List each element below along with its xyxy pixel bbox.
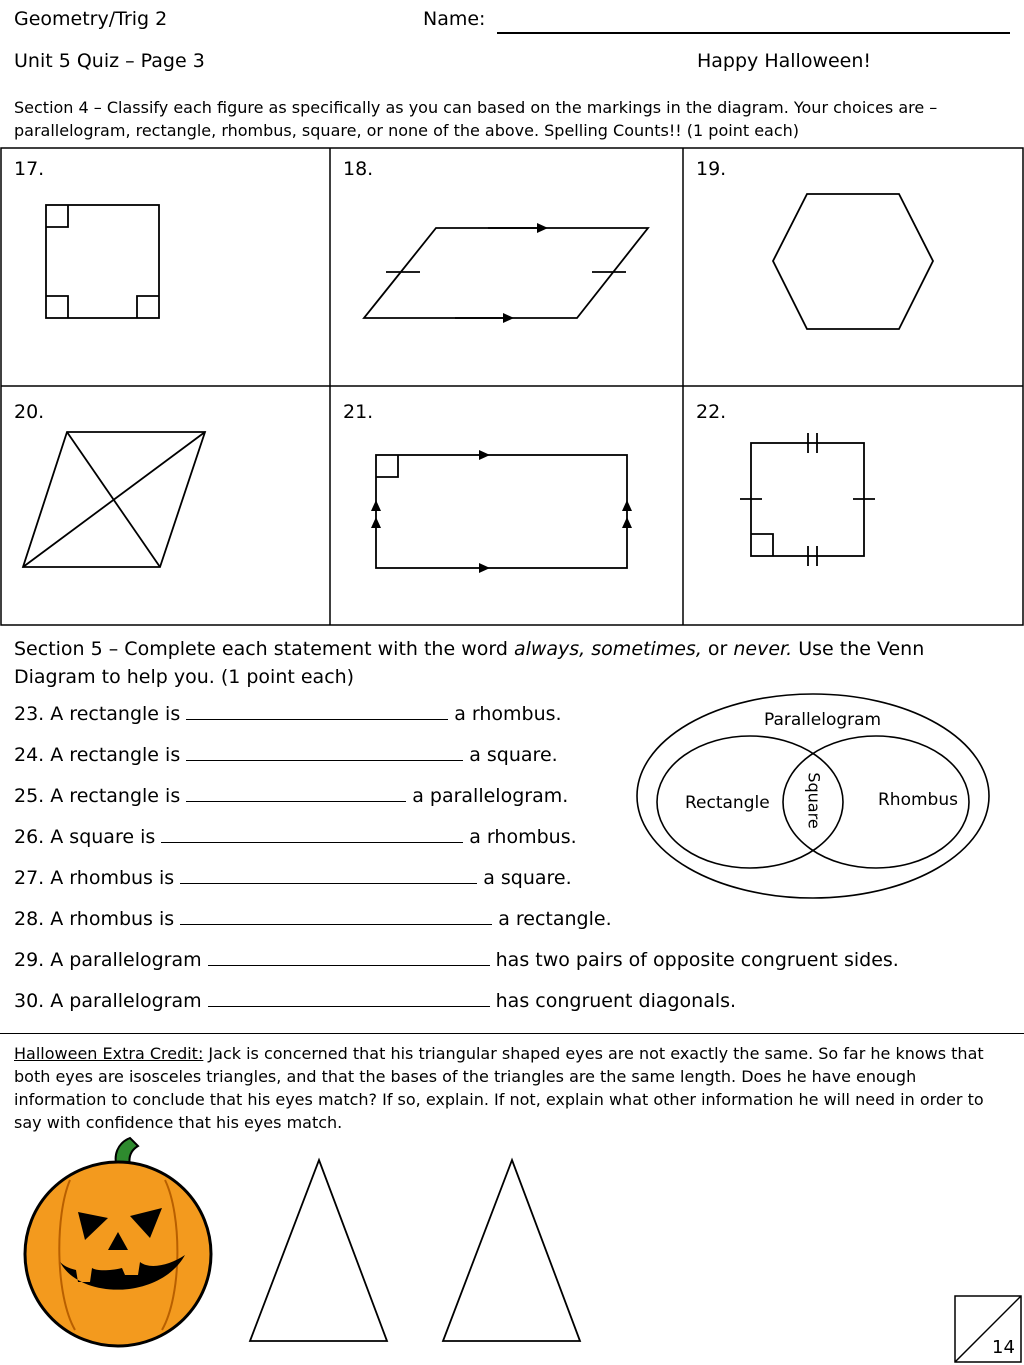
word-sometimes: sometimes,	[591, 638, 702, 660]
section5-intro-tail: Use the Venn Diagram to help you. (1 point each)	[14, 638, 925, 688]
answer-blank-24[interactable]	[186, 759, 463, 761]
problem-20-label: 20.	[14, 401, 45, 423]
score-total: 14	[992, 1337, 1015, 1358]
venn-rectangle-label: Rectangle	[685, 793, 770, 813]
problem-17-label: 17.	[14, 158, 45, 180]
name-label: Name:	[423, 8, 486, 30]
left-eye-triangle	[250, 1160, 387, 1341]
right-eye-triangle	[443, 1160, 580, 1341]
venn-parallelogram-label: Parallelogram	[764, 710, 882, 730]
problem-18-label: 18.	[343, 158, 374, 180]
answer-blank-30[interactable]	[208, 1005, 490, 1007]
quiz-title: Unit 5 Quiz – Page 3	[14, 50, 205, 72]
extra-credit-text: Jack is concerned that his triangular shaped eyes are not exactly the same. So far he knows that both eyes are isosceles triangles, and that the bases of the triangles are the same length. Does he have enough information to conclude that his eyes match? If so, explain. If not, explain what other information he will need in order to say with confidence that his eyes match.	[14, 1044, 984, 1132]
word-always: always,	[513, 638, 586, 660]
problem-19-label: 19.	[696, 158, 727, 180]
word-never: never.	[733, 638, 793, 660]
statement-23: 23. A rectangle is a rhombus.	[14, 703, 562, 725]
answer-blank-27[interactable]	[180, 882, 477, 884]
section5-instructions	[14, 635, 1004, 691]
problem-22-label: 22.	[696, 401, 727, 423]
statement-24: 24. A rectangle is a square.	[14, 744, 558, 766]
name-blank[interactable]	[497, 32, 1010, 34]
venn-square-label: Square	[804, 772, 824, 829]
statement-27: 27. A rhombus is a square.	[14, 867, 572, 889]
section5-intro-text: Section 5 – Complete each statement with the word	[14, 638, 514, 660]
statement-26: 26. A square is a rhombus.	[14, 826, 577, 848]
answer-blank-25[interactable]	[186, 800, 406, 802]
course-title: Geometry/Trig 2	[14, 8, 168, 30]
statement-29: 29. A parallelogram has two pairs of opposite congruent sides.	[14, 949, 899, 971]
halloween-greeting: Happy Halloween!	[697, 50, 872, 72]
word-or: or	[701, 638, 734, 660]
problem-21-label: 21.	[343, 401, 374, 423]
extra-credit-prompt	[14, 1042, 1009, 1134]
section4-instructions: Section 4 – Classify each figure as specifically as you can based on the markings in the diagram. Your choices are – parallelogram, rectangle, rhombus, square, or none of the above. Spelling Counts!! (1 point each)	[14, 98, 938, 140]
answer-blank-23[interactable]	[186, 718, 448, 720]
answer-blank-29[interactable]	[208, 964, 490, 966]
venn-rhombus-label: Rhombus	[878, 790, 958, 810]
statement-25: 25. A rectangle is a parallelogram.	[14, 785, 569, 807]
statement-30: 30. A parallelogram has congruent diagonals.	[14, 990, 737, 1012]
section-divider	[0, 1033, 1024, 1034]
extra-credit-label: Halloween Extra Credit:	[14, 1044, 204, 1063]
answer-blank-26[interactable]	[161, 841, 463, 843]
statement-28: 28. A rhombus is a rectangle.	[14, 908, 612, 930]
answer-blank-28[interactable]	[180, 923, 492, 925]
